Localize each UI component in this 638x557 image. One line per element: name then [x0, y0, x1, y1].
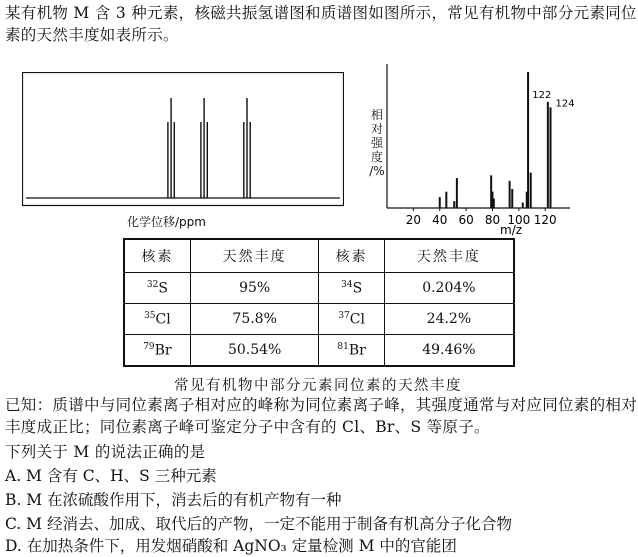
abundance-cell: 75.8% — [190, 304, 319, 335]
header-nuclide: 核素 — [319, 239, 384, 273]
ms-x-tick-label: 20 — [405, 213, 422, 227]
ms-ylabel-char: /% — [369, 164, 385, 178]
abundance-cell: 24.2% — [384, 304, 514, 335]
ms-ylabel-char: 度 — [370, 150, 383, 164]
question-stem: 下列关于 M 的说法正确的是 — [5, 443, 206, 461]
ms-x-tick-label: 100 — [507, 213, 531, 227]
nuclide-cell: $^{79}$Br — [124, 335, 190, 367]
ms-ticks — [406, 208, 557, 227]
table-row — [124, 335, 514, 367]
known-line-1: 已知：质谱中与同位素离子相对应的峰称为同位素离子峰，其强度通常与对应同位素的相对 — [5, 396, 638, 414]
nuclide-cell: $^{35}$Cl — [124, 304, 190, 335]
nmr-peaks — [26, 98, 340, 198]
nuclide-cell: $^{81}$Br — [319, 335, 384, 367]
ms-ylabel-char: 强 — [370, 136, 383, 150]
ms-x-tick-label: 40 — [432, 213, 448, 227]
table-row — [124, 304, 514, 335]
ms-peak-labels — [532, 90, 574, 109]
intro-line-2: 素的天然丰度如表所示。 — [5, 26, 179, 44]
table-caption: 常见有机物中部分元素同位素的天然丰度 — [174, 378, 462, 394]
isotope-abundance-table — [123, 238, 515, 367]
nuclide-cell: $^{34}$S — [319, 273, 384, 304]
ms-x-tick-label: 60 — [458, 213, 474, 227]
option-d[interactable]: D. 在加热条件下，用发烟硝酸和 AgNO₃ 定量检测 M 中的官能团 — [5, 537, 457, 555]
ms-x-tick-label: 80 — [484, 213, 501, 227]
header-abundance: 天然丰度 — [384, 239, 514, 273]
nmr-x-axis-label: 化学位移/ppm — [127, 215, 206, 229]
nmr-spectrum — [22, 72, 344, 210]
ms-x-axis-label: m/z — [500, 223, 523, 236]
nuclide-cell: $^{37}$Cl — [319, 304, 384, 335]
abundance-cell: 0.204% — [384, 273, 514, 304]
abundance-cell: 95% — [190, 273, 319, 304]
nuclide-cell: $^{32}$S — [124, 273, 190, 304]
nmr-frame — [23, 73, 344, 206]
option-c[interactable]: C. M 经消去、加成、取代后的产物，一定不能用于制备有机高分子化合物 — [5, 515, 512, 533]
option-a[interactable]: A. M 含有 C、H、S 三种元素 — [5, 467, 217, 485]
ms-ylabel-char: 对 — [370, 122, 383, 136]
option-b[interactable]: B. M 在浓硫酸作用下，消去后的有机产物有一种 — [5, 491, 342, 509]
table-header-row — [124, 239, 514, 273]
intro-line-1: 某有机物 M 含 3 种元素，核磁共振氢谱图和质谱图如图所示，常见有机物中部分元素同位 — [5, 4, 637, 22]
abundance-cell: 49.46% — [384, 335, 514, 367]
header-abundance: 天然丰度 — [190, 239, 319, 273]
abundance-cell: 50.54% — [190, 335, 319, 367]
header-nuclide: 核素 — [124, 239, 190, 273]
ms-ylabel-char: 相 — [370, 108, 383, 122]
ms-x-tick-label: 120 — [533, 213, 557, 227]
known-line-2: 丰度成正比；同位素离子峰可鉴定分子中含有的 Cl、Br、S 等原子。 — [5, 418, 490, 436]
ms-peak-label: 124 — [555, 98, 575, 110]
mass-spectrum — [355, 64, 575, 236]
ms-peak-label: 122 — [532, 89, 552, 101]
ms-y-axis-label — [369, 108, 385, 178]
table-row — [124, 273, 514, 304]
